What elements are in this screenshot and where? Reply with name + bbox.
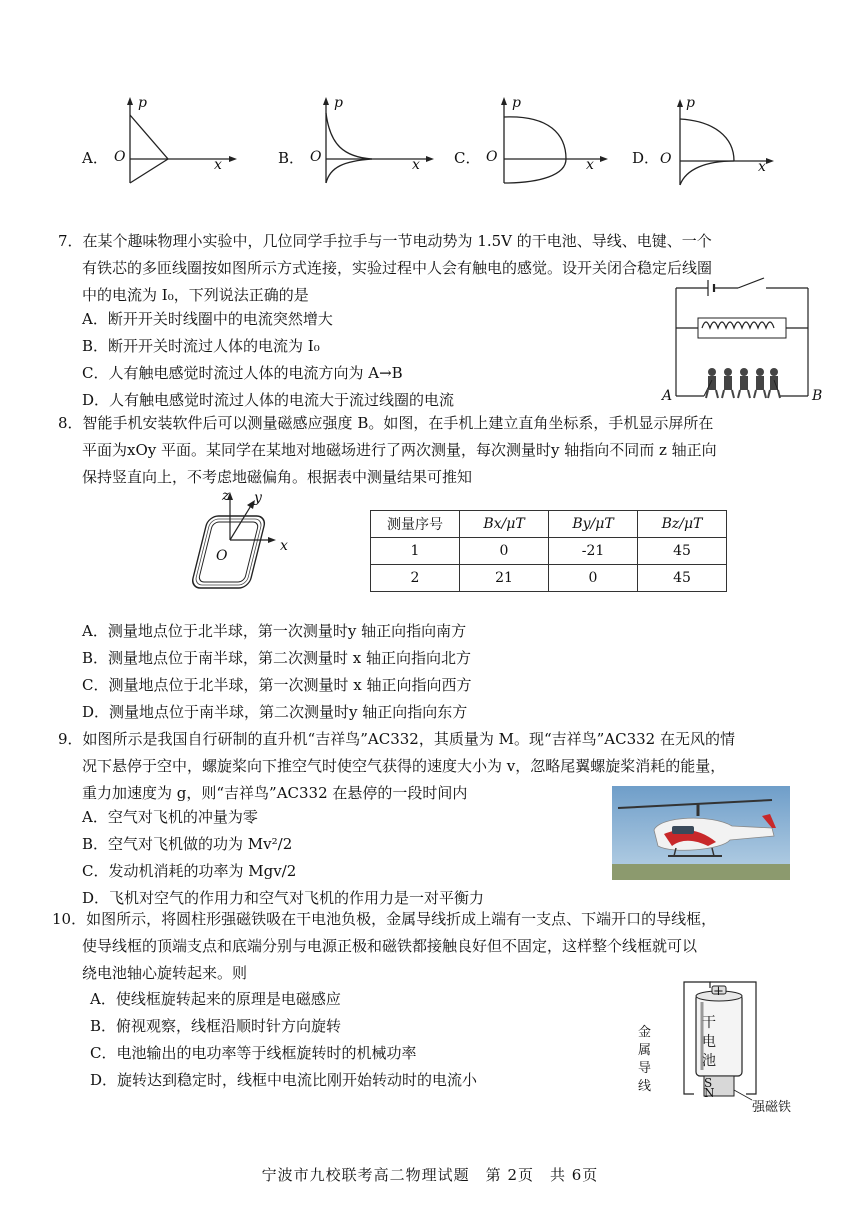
table-header-cell: Bx/μT [460,511,549,538]
graph-d-label: D． [632,149,660,167]
q8-number: 8． [58,414,83,432]
q7-fig-label-a: A [662,388,673,404]
q8-measure-table [370,510,727,592]
q8-line3: 保持竖直向上，不考虑地磁偏角。根据表中测量结果可推知 [82,468,473,486]
q10-options [90,986,630,1094]
graph-b-x: x [412,157,420,173]
q7-line1: 在某个趣味物理小实验中，几位同学手拉手与一节电动势为 1.5V 的干电池、导线、电键、一个 [82,232,712,250]
table-row [371,565,727,592]
graph-a-x: x [214,157,222,173]
graph-b-o: O [310,149,322,165]
q8-option-a[interactable]: A．测量地点位于北半球，第一次测量时y 轴正向指向南方 [82,622,467,640]
q7-option-d[interactable]: D．人有触电感觉时流过人体的电流大于流过线圈的电流 [82,391,455,409]
q10-magnet-label: 强磁铁 [752,1100,792,1115]
q10-line1: 如图所示，将圆柱形强磁铁吸在干电池负极，金属导线折成上端有一支点、下端开口的导线框， [86,910,717,928]
q10-wire-label: 金属导线 [638,1025,652,1094]
graph-c-x: x [586,157,594,173]
q8-options [82,618,782,726]
q9-line1: 如图所示是我国自行研制的直升机“吉祥鸟”AC332，其质量为 M。现“吉祥鸟”AC332 在无风的情 [82,730,735,748]
table-header-row [371,511,727,538]
table-cell: 2 [371,565,460,592]
graph-b-label: B． [278,149,305,167]
q7-number: 7． [58,232,83,250]
graph-c-label: C． [454,149,481,167]
q7-option-c[interactable]: C．人有触电感觉时流过人体的电流方向为 A→B [82,364,403,382]
page-footer: 宁波市九校联考高二物理试题 第 2页 共 6页 [261,1166,599,1184]
graph-d-x: x [758,159,766,175]
q7-option-a[interactable]: A．断开开关时线圈中的电流突然增大 [82,310,333,328]
graph-options-row [0,95,860,185]
graph-d-p: p [686,95,695,111]
q8-line1: 智能手机安装软件后可以测量磁感应强度 B。如图，在手机上建立直角坐标系，手机显示屏所在 [82,414,714,432]
q7-fig-label-b: B [812,388,823,404]
q9-number: 9． [58,730,83,748]
table-header-cell: By/μT [549,511,638,538]
q8-axis-x: x [280,538,288,554]
table-cell: 0 [549,565,638,592]
q8-option-d[interactable]: D．测量地点位于南半球，第二次测量时y 轴正向指向东方 [82,703,468,721]
graph-a-o: O [114,149,126,165]
q8-option-c[interactable]: C．测量地点位于北半球，第一次测量时 x 轴正向指向西方 [82,676,472,694]
table-header-cell: Bz/μT [638,511,727,538]
q8-phone-figure [180,490,290,594]
q7-options [82,306,642,414]
q8-option-b[interactable]: B．测量地点位于南半球，第二次测量时 x 轴正向指向北方 [82,649,472,667]
q8-stem [58,410,818,491]
graph-c-p: p [512,95,521,111]
q10-option-d[interactable]: D．旋转达到稳定时，线框中电流比刚开始转动时的电流小 [90,1071,478,1089]
q8-axis-z: z [222,488,230,504]
q9-helicopter-photo [612,786,790,880]
q10-stem [52,906,822,987]
q7-option-b[interactable]: B．断开开关时流过人体的电流为 I₀ [82,337,320,355]
q9-option-a[interactable]: A．空气对飞机的冲量为零 [82,808,258,826]
graph-a-label: A． [82,149,108,167]
q10-battery-label: 干电池 [702,1015,716,1069]
q8-axis-y: y [254,490,262,506]
graph-c-o: O [486,149,498,165]
table-cell: 21 [460,565,549,592]
q8-line2: 平面为xOy 平面。某同学在某地对地磁场进行了两次测量，每次测量时y 轴指向不同而 z 轴正向 [82,441,717,459]
q9-line2: 况下悬停于空中，螺旋桨向下推空气时使空气获得的速度大小为 v，忽略尾翼螺旋桨消耗的能量， [82,757,726,775]
q10-line3: 绕电池轴心旋转起来。则 [82,964,248,982]
q7-line3: 中的电流为 I₀，下列说法正确的是 [82,286,309,304]
graph-d-o: O [660,151,672,167]
table-row [371,538,727,565]
q10-plus-sign: + [713,984,724,999]
table-cell: 45 [638,538,727,565]
q9-option-b[interactable]: B．空气对飞机做的功为 Mv²/2 [82,835,293,853]
q9-line3: 重力加速度为 g，则“吉祥鸟”AC332 在悬停的一段时间内 [82,784,468,802]
q10-option-b[interactable]: B．俯视观察，线框沿顺时针方向旋转 [90,1017,342,1035]
q9-option-c[interactable]: C．发动机消耗的功率为 Mgv/2 [82,862,297,880]
q8-axis-o: O [216,548,228,564]
q10-magnet-n: N [704,1086,715,1100]
q9-option-d[interactable]: D．飞机对空气的作用力和空气对飞机的作用力是一对平衡力 [82,889,485,907]
q9-options [82,804,622,912]
q10-option-a[interactable]: A．使线框旋转起来的原理是电磁感应 [90,990,341,1008]
graph-b-p: p [334,95,343,111]
table-cell: 1 [371,538,460,565]
q10-magnet-s: S [704,1076,713,1090]
q10-line2: 使导线框的顶端支点和底端分别与电源正极和磁铁都接触良好但不固定，这样整个线框就可以 [82,937,698,955]
q10-option-c[interactable]: C．电池输出的电功率等于线框旋转时的机械功率 [90,1044,417,1062]
q7-circuit-figure [668,276,816,404]
table-cell: 45 [638,565,727,592]
q7-line2: 有铁芯的多匝线圈按如图所示方式连接，实验过程中人会有触电的感觉。设开关闭合稳定后线圈 [82,259,713,277]
table-cell: 0 [460,538,549,565]
graph-a-p: p [138,95,147,111]
q10-number: 10． [52,910,87,928]
table-cell: -21 [549,538,638,565]
table-header-cell: 测量序号 [371,511,460,538]
